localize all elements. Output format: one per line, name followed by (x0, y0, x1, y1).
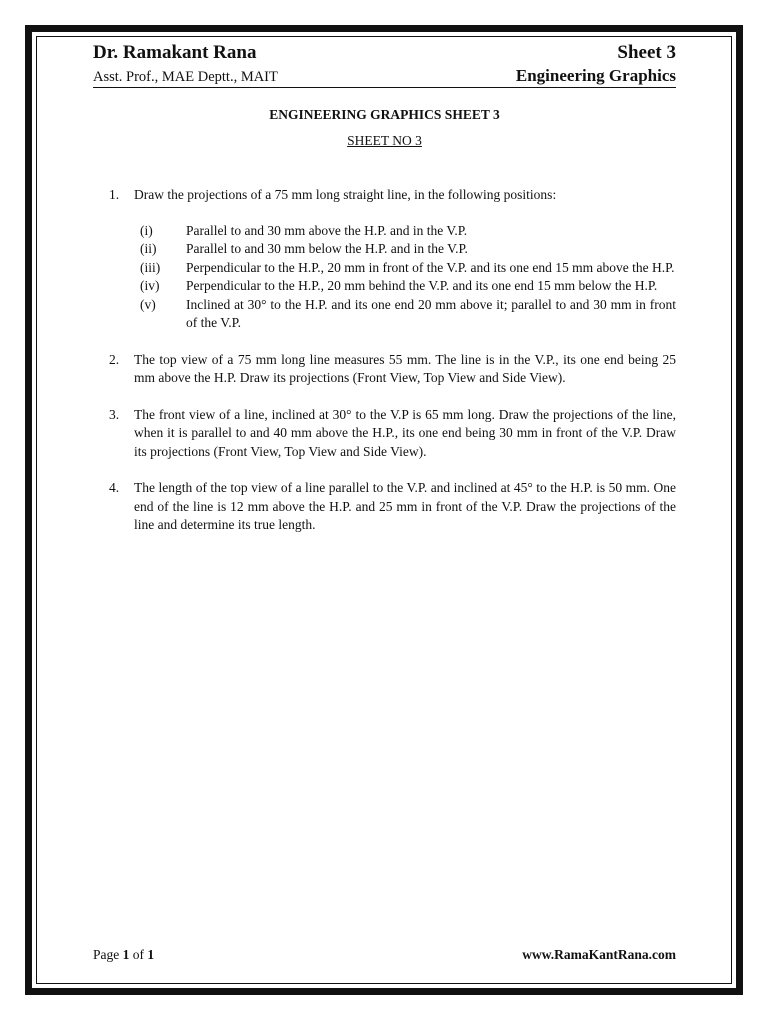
question-item (109, 351, 676, 388)
sheet-number-text: SHEET NO 3 (347, 133, 422, 148)
website-link[interactable]: www.RamaKantRana.com (522, 947, 676, 962)
sub-question-item (134, 222, 676, 241)
question-list (109, 186, 676, 553)
question-text: Draw the projections of a 75 mm long straight line, in the following positions: (134, 187, 557, 202)
sub-question-item (134, 296, 676, 333)
sub-question-text: Parallel to and 30 mm below the H.P. and in the V.P. (186, 241, 468, 256)
sub-question-list (134, 222, 676, 333)
subject-label: Engineering Graphics (515, 66, 676, 85)
page-footer (93, 946, 676, 964)
question-number: 1. (109, 187, 120, 202)
sub-question-number: (iii) (140, 259, 161, 275)
sub-question-number: (iv) (140, 278, 160, 293)
page-total: 1 (147, 947, 155, 962)
question-text: The front view of a line, inclined at 30° to the V.P is 65 mm long. Draw the projections of the line, when it is parallel to and 40 mm above the H.P., its one end being 30 mm in front of the V.P. Draw its projections (Front View, Top View and Side View). (134, 406, 676, 459)
page-of-word: of (132, 947, 144, 962)
sub-question-text: Inclined at 30° to the H.P. and its one end 20 mm above it; parallel to and 30 mm in front of the V.P. (186, 296, 676, 330)
header-divider (93, 87, 676, 88)
question-body (134, 186, 676, 333)
sub-question-number: (v) (140, 296, 156, 312)
page-indicator (93, 946, 154, 964)
header-bottom-row (93, 66, 676, 87)
question-item (109, 406, 676, 462)
author-name: Dr. Ramakant Rana (93, 42, 257, 63)
author-affiliation: Asst. Prof., MAE Deptt., MAIT (93, 69, 278, 85)
page-header (93, 41, 676, 88)
sub-question-number: (ii) (140, 241, 157, 256)
page-title: ENGINEERING GRAPHICS SHEET 3 (269, 107, 500, 122)
sub-question-item (134, 277, 676, 296)
page-current: 1 (122, 947, 130, 962)
sub-question-text: Parallel to and 30 mm above the H.P. and in the V.P. (186, 222, 468, 238)
sheet-number (93, 132, 676, 150)
header-top-row (93, 41, 676, 65)
question-text: The top view of a 75 mm long line measures 55 mm. The line is in the V.P., its one end being 25 mm above the H.P. Draw its projections (Front View, Top View and Side View). (134, 351, 676, 385)
sub-question-item (134, 259, 676, 278)
sheet-label: Sheet 3 (617, 42, 676, 63)
question-item (109, 186, 676, 333)
question-number: 4. (109, 480, 120, 495)
question-item (109, 479, 676, 535)
question-number: 3. (109, 406, 120, 422)
question-number: 2. (109, 351, 120, 367)
page-word: Page (93, 947, 120, 962)
sub-question-text: Perpendicular to the H.P., 20 mm behind the V.P. and its one end 15 mm below the H.P. (186, 278, 658, 293)
sub-question-number: (i) (140, 222, 153, 238)
question-text: The length of the top view of a line parallel to the V.P. and inclined at 45° to the H.P. is 50 mm. One end of the line is 12 mm above the H.P. and 25 mm in front of the V.P. Draw the projections of the line and determine its true length. (134, 480, 676, 532)
sub-question-item (134, 240, 676, 259)
sub-question-text: Perpendicular to the H.P., 20 mm in front of the V.P. and its one end 15 mm above the H.P. (186, 259, 675, 275)
